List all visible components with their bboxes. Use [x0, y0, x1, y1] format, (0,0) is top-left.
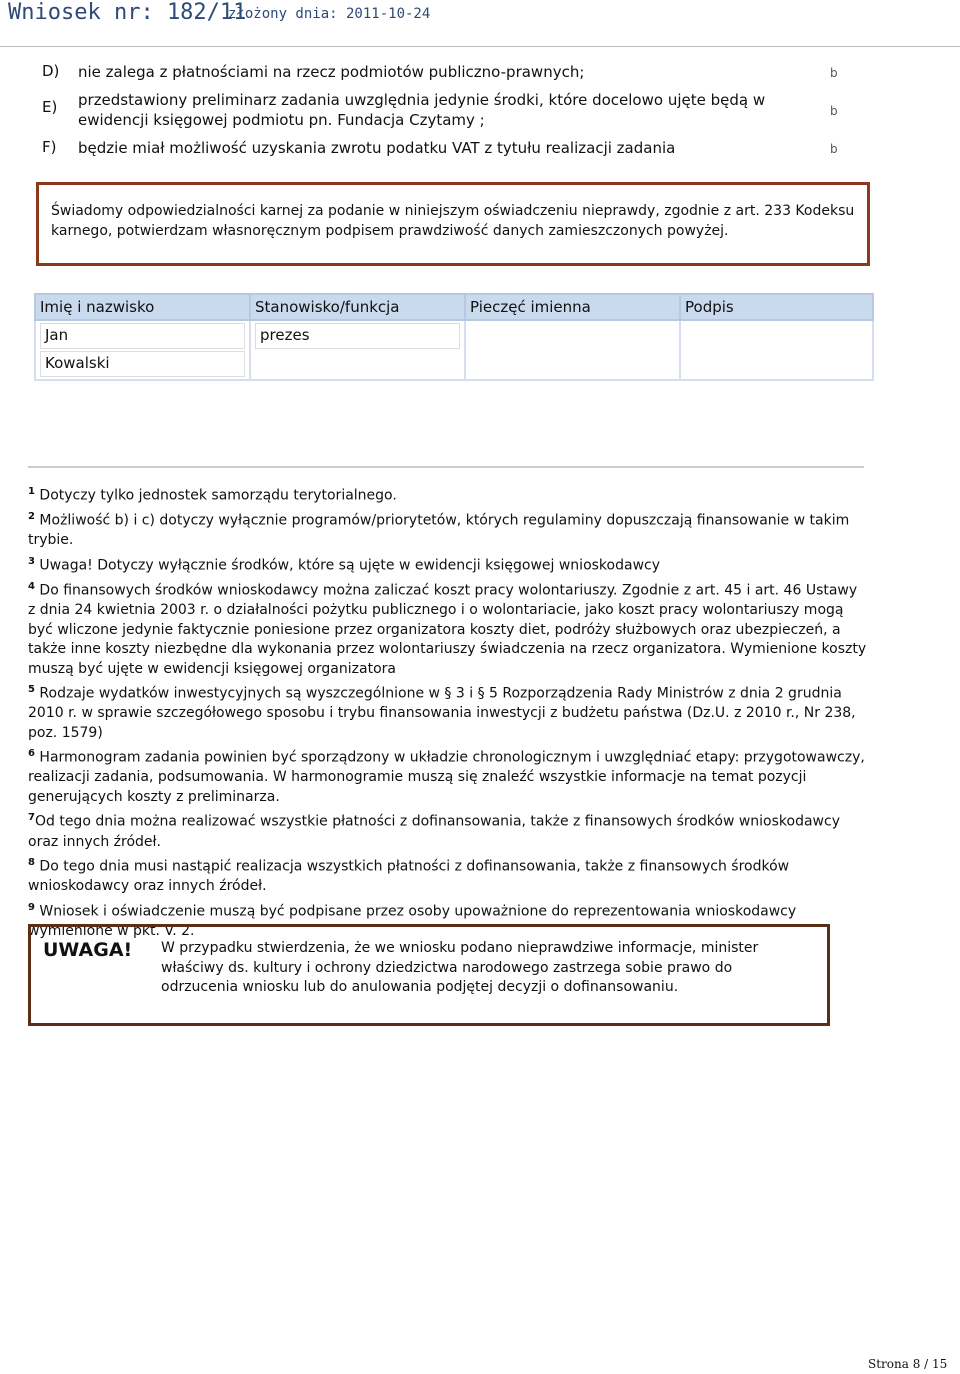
footnote-1: $^1$ Dotyczy tylko jednostek samorządu terytorialnego. — [28, 486, 397, 504]
col-header-signature: Podpis — [680, 294, 873, 320]
footnote-8: $^8$ Do tego dnia musi nastąpić realizacja wszystkich płatności z dofinansowania, także z finansowych środków wnioskodawcy oraz innych źródeł. — [28, 857, 790, 895]
first-name-field[interactable]: Jan — [40, 323, 245, 349]
declaration-text-d: nie zalega z płatnościami na rzecz podmiotów publiczno-prawnych; — [78, 63, 585, 81]
footnote-divider — [28, 466, 864, 468]
footnote-9: $^9$ Wniosek i oświadczenie muszą być podpisane przez osoby upoważnione do reprezentowania wnioskodawcy wymienione w pkt. V. 2. — [28, 901, 797, 939]
last-name-field[interactable]: Kowalski — [40, 351, 245, 377]
checkmark-icon: b — [830, 66, 838, 80]
liability-statement-box — [36, 182, 870, 266]
warning-label: UWAGA! — [43, 939, 133, 961]
footnote-4: $^4$ Do finansowych środków wnioskodawcy można zaliczać koszt pracy wolontariuszy. Zgodnie z art. 45 i art. 46 Ustawy z dnia 24 kwietnia 2003 r. o działalności pożytku publicznego i o wolontariacie, jako koszt pracy wolontariuszy mogą być wliczone jedynie faktycznie poniesione przez organizatora koszty diet, podróży służbowych oraz ubezpieczeń, a także inne koszty niezbędne dla wykonania przez wolontariuszy świadczenia na rzecz organizatora. Wymienione koszty muszą być ujęte w ewidencji księgowej organizatora — [28, 580, 867, 677]
footnote-6: $^6$ Harmonogram zadania powinien być sporządzony w układzie chronologicznym i uwzględniać etapy: przygotowawczy, realizacji zadania, podsumowania. W harmonogramie muszą się znaleźć wszystkie informacje na temat pozycji generujących koszty z preliminarza. — [28, 748, 865, 805]
signature-table — [34, 293, 874, 381]
footnote-3: $^3$ Uwaga! Dotyczy wyłącznie środków, które są ujęte w ewidencji księgowej wnioskodawcy — [28, 555, 660, 574]
declaration-text-f: będzie miał możliwość uzyskania zwrotu podatku VAT z tytułu realizacji zadania — [78, 139, 676, 157]
liability-statement-text: Świadomy odpowiedzialności karnej za podanie w niniejszym oświadczeniu nieprawdy, zgodnie z art. 233 Kodeksu karnego, potwierdzam własnoręcznym podpisem prawdziwość danych zamieszczonych powyżej. — [51, 203, 855, 239]
col-header-stamp: Pieczęć imienna — [465, 294, 680, 320]
footnote-5: $^5$ Rodzaje wydatków inwestycyjnych są wyszczególnione w § 3 i § 5 Rozporządzenia Rady Ministrów z dnia 2 grudnia 2010 r. w sprawie szczegółowego sposobu i trybu finansowania inwestycji z budżetu państwa (Dz.U. z 2010 r., Nr 238, poz. 1579) — [28, 684, 856, 741]
declaration-letter-d: D) — [42, 62, 60, 80]
checkmark-icon: b — [830, 104, 838, 118]
declaration-text-e: przedstawiony preliminarz zadania uwzględnia jedynie środki, które docelowo ujęte będą w ewidencji księgowej podmiotu pn. Fundacja Czytamy ; — [78, 91, 766, 129]
application-number: Wniosek nr: 182/11 — [8, 0, 247, 25]
warning-box — [28, 924, 830, 1026]
footnote-7: $^7$Od tego dnia można realizować wszystkie płatności z dofinansowania, także z finansowych środków wnioskodawcy oraz innych źródeł. — [28, 812, 840, 850]
col-header-position: Stanowisko/funkcja — [250, 294, 465, 320]
submission-date: złożony dnia: 2011-10-24 — [228, 6, 431, 22]
footnote-2: $^2$ Możliwość b) i c) dotyczy wyłącznie programów/priorytetów, których regulaminy dopuszczają finansowanie w takim trybie. — [28, 511, 850, 549]
signature-cell — [680, 320, 873, 380]
page-header — [0, 0, 960, 47]
name-cell — [35, 320, 250, 380]
position-field[interactable]: prezes — [255, 323, 460, 349]
declaration-letter-e: E) — [42, 98, 58, 116]
position-cell — [250, 320, 465, 380]
page-number: Strona 8 / 15 — [868, 1357, 948, 1371]
warning-text: W przypadku stwierdzenia, że we wniosku podano nieprawdziwe informacje, minister właściwy ds. kultury i ochrony dziedzictwa narodowego zastrzega sobie prawo do odrzucenia wniosku lub do anulowania podjętej decyzji o dofinansowaniu. — [161, 940, 759, 995]
stamp-cell — [465, 320, 680, 380]
declaration-letter-f: F) — [42, 138, 57, 156]
checkmark-icon: b — [830, 142, 838, 156]
col-header-name: Imię i nazwisko — [35, 294, 250, 320]
footnotes — [28, 482, 868, 942]
